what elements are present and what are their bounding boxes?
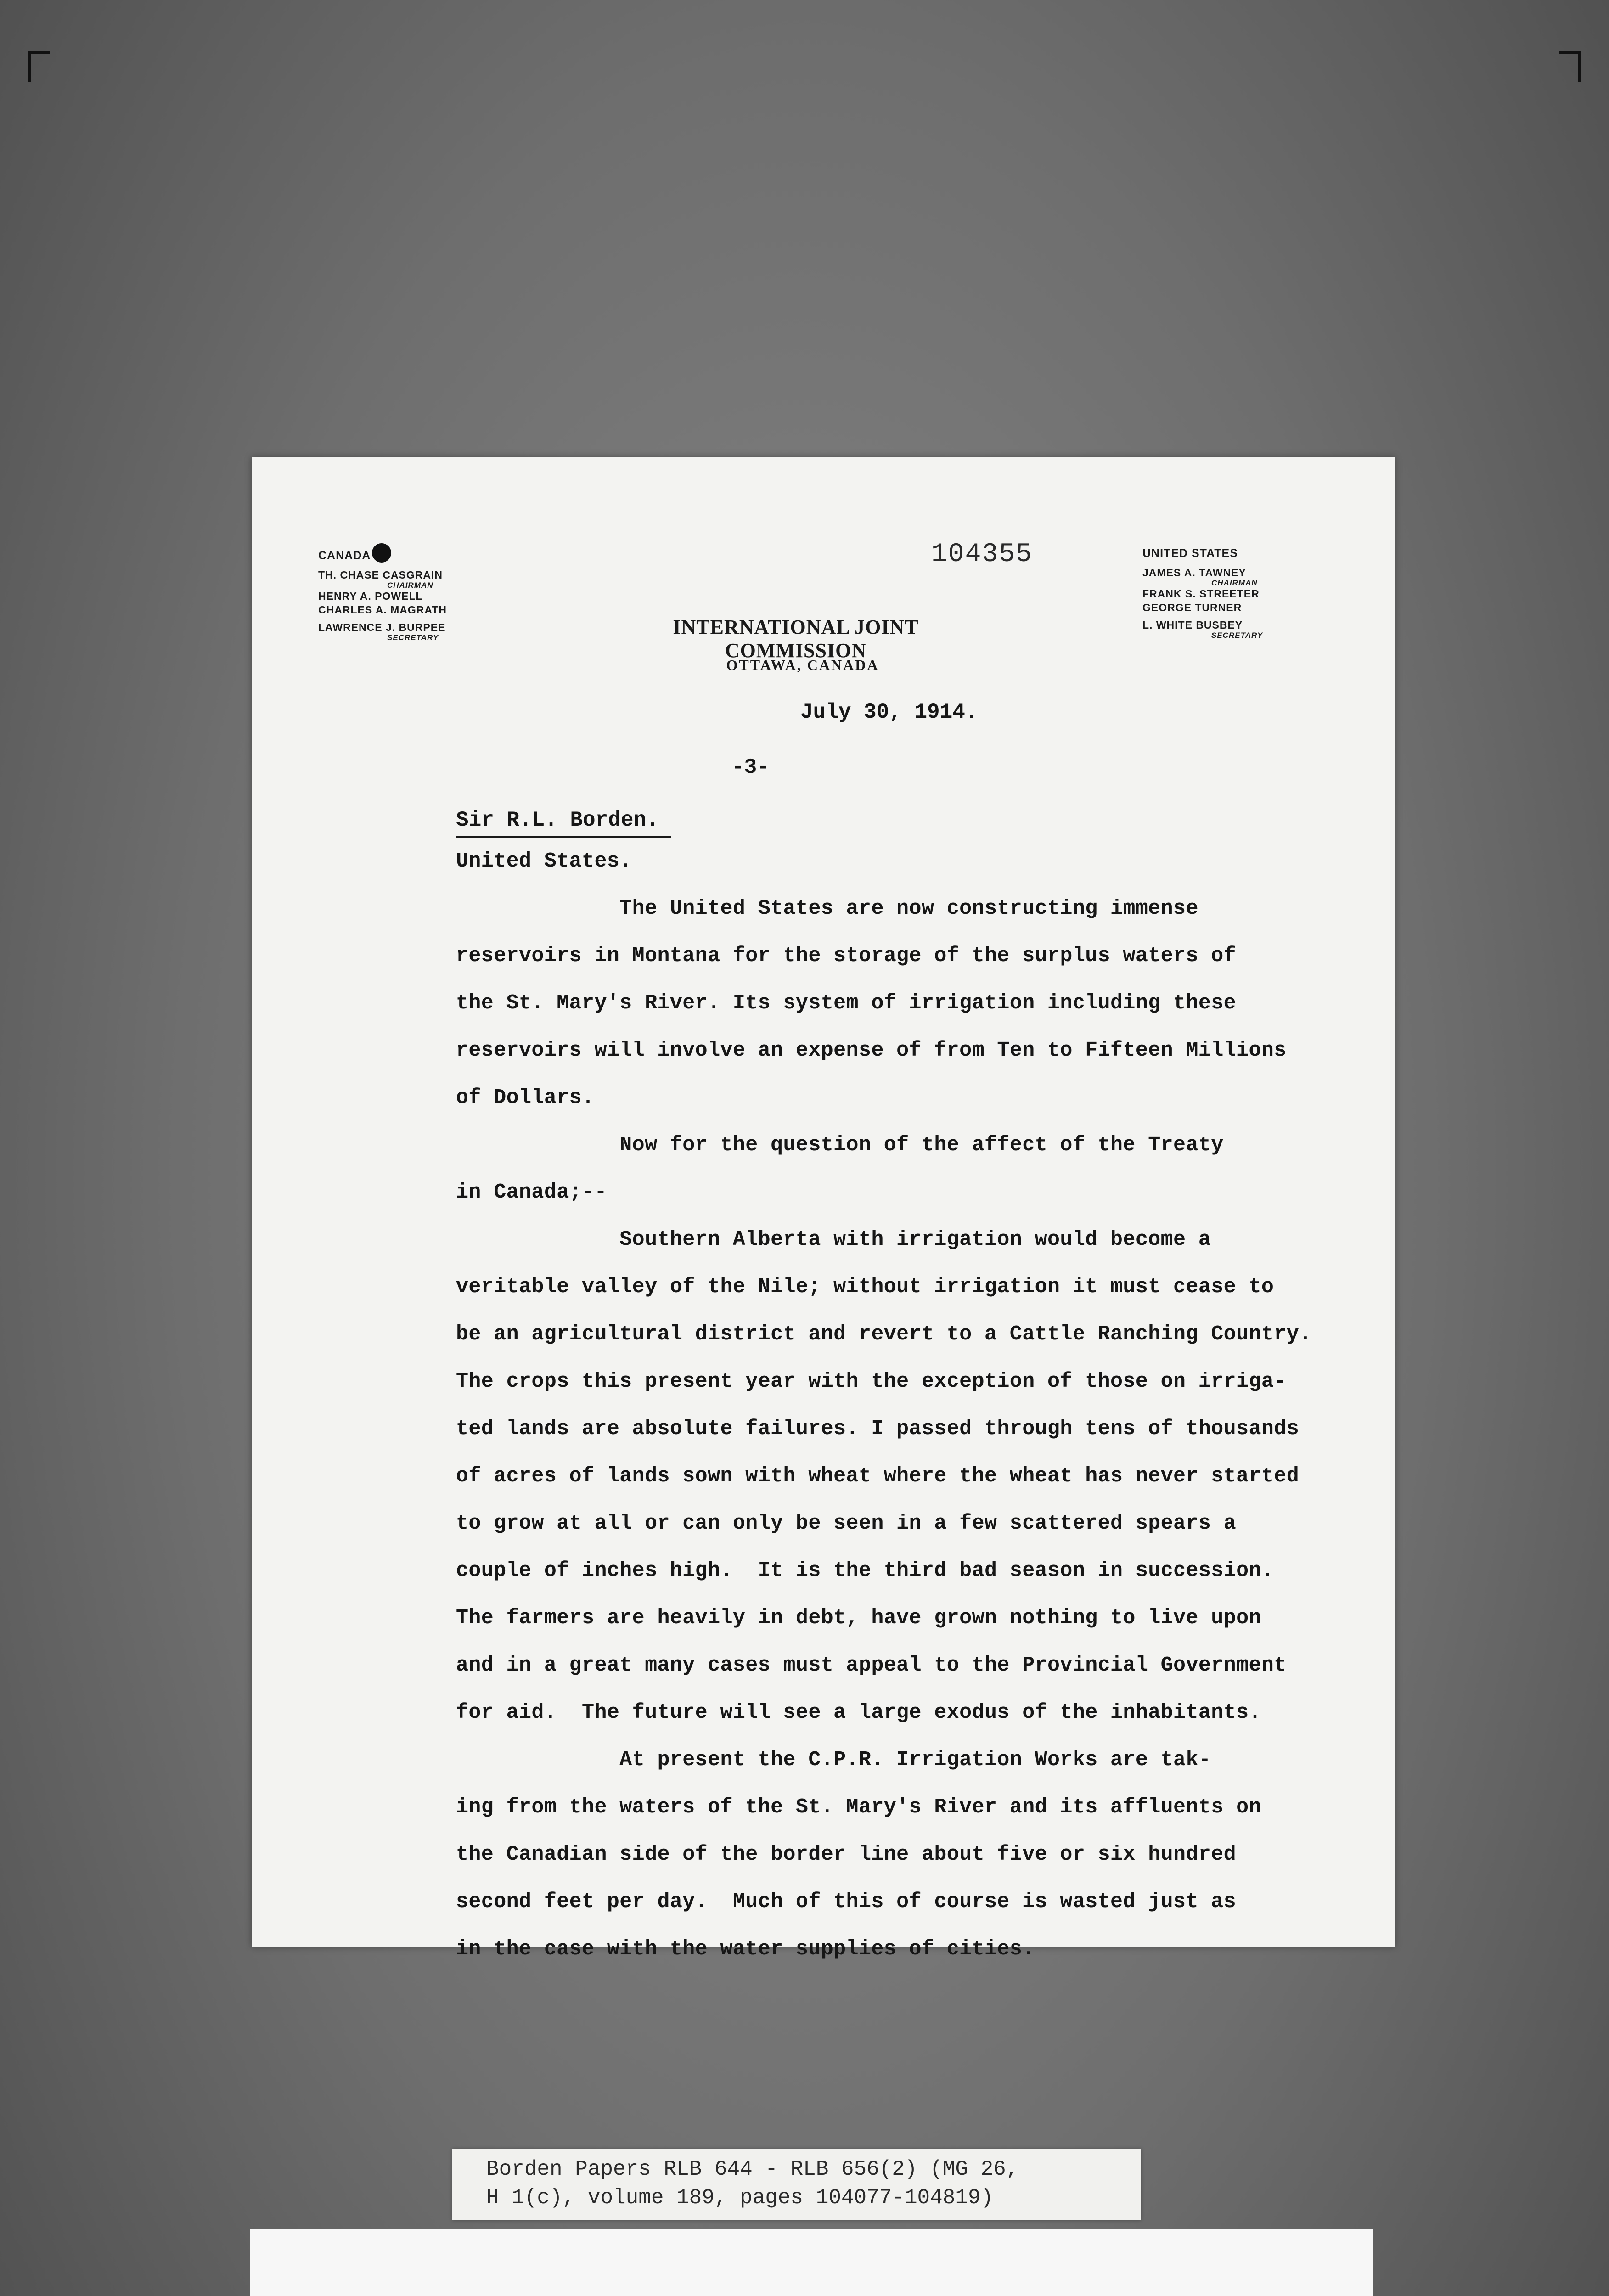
reference-line: Borden Papers RLB 644 - RLB 656(2) (MG 26,	[486, 2157, 1019, 2181]
letter-date: July 30, 1914.	[800, 700, 978, 724]
commission-location: OTTAWA, CANADA	[726, 657, 879, 673]
letter-body-line: United States.	[456, 850, 632, 873]
letter-body-line: to grow at all or can only be seen in a few scattered spears a	[456, 1512, 1237, 1535]
archive-card	[250, 2229, 1373, 2296]
letterhead-canada-heading: CANADA	[318, 549, 371, 562]
letterhead-canada-member: CHARLES A. MAGRATH	[318, 604, 447, 616]
letter-body-line: reservoirs will involve an expense of from Ten to Fifteen Millions	[456, 1039, 1287, 1062]
letterhead-canada	[318, 549, 511, 642]
letter-body-line: couple of inches high. It is the third bad season in succession.	[456, 1559, 1274, 1582]
letterhead-us-secretary: L. WHITE BUSBEY	[1142, 619, 1243, 631]
letter-salutation: Sir R.L. Borden.	[456, 808, 659, 832]
page-number: -3-	[731, 755, 770, 779]
letter-body-line: reservoirs in Montana for the storage of the surplus waters of	[456, 944, 1237, 968]
letter-body-line: and in a great many cases must appeal to the Provincial Government	[456, 1654, 1287, 1677]
frame-corner-mark	[1559, 51, 1581, 82]
letter-body-line: second feet per day. Much of this of course is wasted just as	[456, 1890, 1237, 1913]
letter-body-line: be an agricultural district and revert to a Cattle Ranching Country.	[456, 1322, 1312, 1346]
letterhead-canada-chairman-role: CHAIRMAN	[387, 581, 433, 590]
letterhead-canada-chairman: TH. CHASE CASGRAIN	[318, 569, 443, 581]
letter-body-line: ted lands are absolute failures. I passed through tens of thousands	[456, 1417, 1300, 1441]
letterhead-us-secretary-role: SECRETARY	[1211, 631, 1263, 640]
letter-body-line: ing from the waters of the St. Mary's River and its affluents on	[456, 1795, 1261, 1819]
letter-body-line: Southern Alberta with irrigation would become a	[456, 1228, 1211, 1251]
letter-body-line: of Dollars.	[456, 1086, 595, 1109]
letter-body-line: Now for the question of the affect of the Treaty	[456, 1133, 1224, 1157]
letter-page	[252, 457, 1395, 1961]
reference-line: H 1(c), volume 189, pages 104077-104819)	[486, 2186, 994, 2210]
letter-body-line: The United States are now constructing immense	[456, 897, 1198, 920]
letterhead-us-heading: UNITED STATES	[1142, 547, 1238, 560]
letter-body-line: the Canadian side of the border line about five or six hundred	[456, 1843, 1237, 1866]
letterhead-canada-secretary-role: SECRETARY	[387, 633, 439, 642]
salutation-underline	[456, 836, 671, 838]
letterhead-canada-secretary: LAWRENCE J. BURPEE	[318, 621, 446, 633]
punch-hole-mark	[372, 543, 391, 563]
reference-slip	[452, 2149, 1141, 2220]
letter-body-line: of acres of lands sown with wheat where the wheat has never started	[456, 1464, 1300, 1488]
letterhead-canada-member: HENRY A. POWELL	[318, 590, 423, 602]
letterhead-us-member: FRANK S. STREETER	[1142, 588, 1260, 600]
letterhead-us-chairman: JAMES A. TAWNEY	[1142, 567, 1246, 579]
letter-body-line: veritable valley of the Nile; without irrigation it must cease to	[456, 1275, 1274, 1299]
letter-body-line: in Canada;--	[456, 1181, 607, 1204]
letter-body-line: for aid. The future will see a large exodus of the inhabitants.	[456, 1701, 1261, 1724]
letter-body	[456, 850, 1374, 1961]
letter-body-line: The farmers are heavily in debt, have grown nothing to live upon	[456, 1606, 1261, 1630]
letterhead-us-member: GEORGE TURNER	[1142, 602, 1242, 613]
letter-body-line: the St. Mary's River. Its system of irrigation including these	[456, 991, 1237, 1015]
document-number-stamp: 104355	[931, 540, 1033, 569]
frame-corner-mark	[28, 51, 50, 82]
letter-body-line: At present the C.P.R. Irrigation Works are tak-	[456, 1748, 1211, 1772]
commission-name: INTERNATIONAL JOINT COMMISSION	[673, 616, 919, 662]
letter-body-line: in the case with the water supplies of cities.	[456, 1937, 1035, 1961]
letterhead-united-states	[1142, 546, 1335, 639]
letterhead-us-chairman-role: CHAIRMAN	[1211, 579, 1258, 587]
letter-body-line: The crops this present year with the exception of those on irriga-	[456, 1370, 1287, 1393]
